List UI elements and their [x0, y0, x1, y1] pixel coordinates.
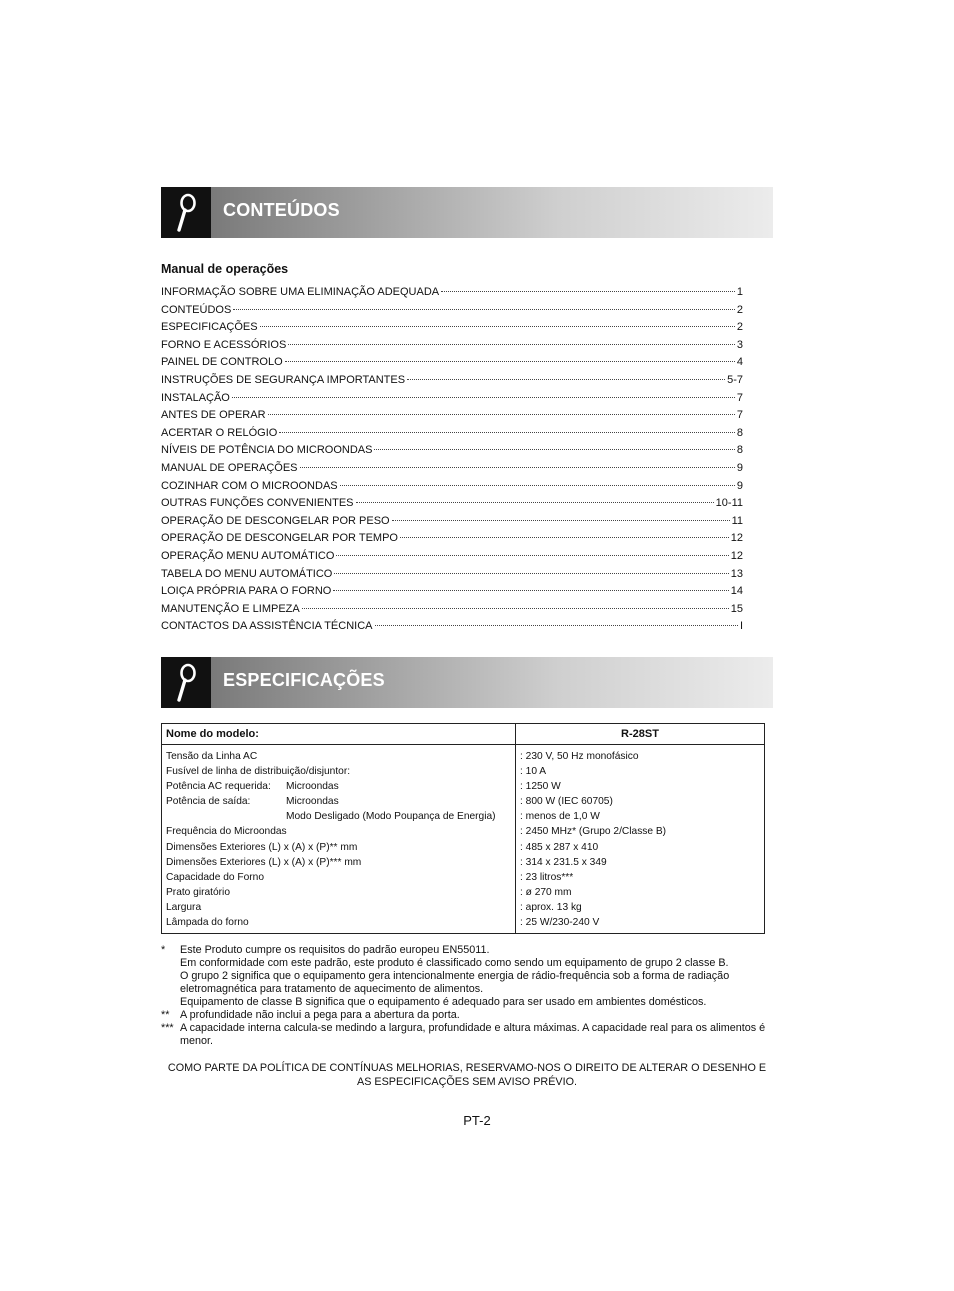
- toc-item-page: 9: [736, 461, 743, 474]
- spec-label: Prato giratório: [166, 886, 230, 898]
- spec-value: : 1250 W: [520, 781, 561, 793]
- toc-item: [161, 392, 743, 410]
- toc-item-label: OPERAÇÃO DE DESCONGELAR POR PESO: [161, 514, 390, 527]
- toc-item-page: 2: [736, 303, 743, 316]
- spec-label-row: [166, 900, 511, 915]
- spec-label-row: [166, 885, 511, 900]
- specifications-section-banner: [161, 657, 773, 708]
- footnote-text: [180, 1009, 773, 1022]
- toc-item-page: 9: [736, 479, 743, 492]
- spec-label-row: [166, 824, 511, 839]
- toc-item-label: TABELA DO MENU AUTOMÁTICO: [161, 567, 333, 580]
- toc-item: [161, 286, 743, 304]
- toc-item-page: 1: [736, 286, 743, 298]
- table-of-contents: [161, 286, 743, 638]
- spec-value: : 230 V, 50 Hz monofásico: [520, 751, 639, 762]
- footnote: [161, 1009, 773, 1022]
- toc-item: [161, 515, 743, 533]
- spec-label: Fusível de linha de distribuição/disjuntor:: [166, 766, 351, 778]
- toc-item-page: 7: [736, 409, 743, 422]
- toc-item: [161, 497, 743, 515]
- footnote-line: Em conformidade com este padrão, este produto é classificado como sendo um equipamento de grupo 2 classe B.: [180, 957, 729, 969]
- toc-leader-dots: [375, 625, 738, 626]
- spec-value: : aprox. 13 kg: [520, 901, 582, 913]
- footnote: [161, 1022, 773, 1048]
- toc-item: [161, 409, 743, 427]
- spec-label-row: [166, 915, 511, 930]
- toc-item: [161, 568, 743, 586]
- toc-item-label: INSTALAÇÃO: [161, 391, 230, 404]
- spec-label-row: [166, 840, 511, 855]
- toc-item: [161, 356, 743, 374]
- spec-labels-column: [162, 745, 516, 934]
- banner-icon-box: [161, 657, 211, 708]
- toc-item-label: OPERAÇÃO DE DESCONGELAR POR TEMPO: [161, 532, 398, 545]
- spec-label: Lâmpada do forno: [166, 917, 249, 929]
- toc-item-label: OPERAÇÃO MENU AUTOMÁTICO: [161, 549, 335, 562]
- spec-label-row: [166, 809, 511, 824]
- footnote: [161, 944, 773, 1009]
- toc-item: [161, 620, 743, 638]
- spec-sublabel: Microondas: [286, 781, 339, 793]
- spec-label-row: [166, 749, 511, 764]
- spec-label-row: [166, 855, 511, 870]
- toc-item-page: 3: [736, 338, 743, 351]
- toc-item-label: NÍVEIS DE POTÊNCIA DO MICROONDAS: [161, 444, 373, 457]
- toc-item: [161, 304, 743, 322]
- toc-item-page: 5-7: [727, 373, 743, 386]
- toc-item-page: 4: [736, 356, 743, 369]
- toc-item: [161, 427, 743, 445]
- toc-item: [161, 603, 743, 621]
- toc-item: [161, 339, 743, 357]
- spec-value: : 2450 MHz* (Grupo 2/Classe B): [520, 826, 667, 838]
- toc-item: [161, 462, 743, 480]
- toc-item: [161, 550, 743, 568]
- spec-value: : 25 W/230-240 V: [520, 917, 600, 929]
- spec-body-row: [162, 745, 765, 934]
- toc-leader-dots: [356, 502, 714, 503]
- toc-item: [161, 374, 743, 392]
- toc-item-label: CONTACTOS DA ASSISTÊNCIA TÉCNICA: [161, 620, 373, 633]
- footnote-marker: **: [161, 1009, 170, 1021]
- footnotes: [161, 944, 773, 1048]
- toc-leader-dots: [333, 590, 728, 591]
- toc-item-page: 12: [730, 549, 743, 562]
- spec-label-row: [166, 764, 511, 779]
- toc-leader-dots: [288, 344, 735, 345]
- toc-leader-dots: [268, 414, 735, 415]
- toc-item-page: 7: [736, 391, 743, 404]
- toc-item-label: OUTRAS FUNÇÕES CONVENIENTES: [161, 497, 354, 510]
- model-name-value: R-28ST: [516, 724, 765, 745]
- toc-item-label: MANUTENÇÃO E LIMPEZA: [161, 602, 300, 615]
- spec-sublabel: Microondas: [286, 796, 339, 808]
- toc-item: [161, 585, 743, 603]
- toc-item: [161, 444, 743, 462]
- spec-label: Potência AC requerida:: [166, 781, 271, 793]
- toc-leader-dots: [407, 379, 725, 380]
- toc-item-label: INSTRUÇÕES DE SEGURANÇA IMPORTANTES: [161, 373, 406, 386]
- spec-label: Dimensões Exteriores (L) x (A) x (P)** mm: [166, 841, 358, 853]
- toc-item-label: PAINEL DE CONTROLO: [161, 356, 283, 369]
- contents-title: CONTEÚDOS: [223, 200, 340, 220]
- footnote-line: A capacidade interna calcula-se medindo a largura, profundidade e altura máximas. A capacidade real para os alimentos é menor.: [180, 1022, 766, 1047]
- toc-leader-dots: [300, 467, 735, 468]
- spec-sublabel: Modo Desligado (Modo Poupança de Energia): [286, 811, 496, 823]
- toc-item-page: 2: [736, 321, 743, 334]
- toc-item-label: ANTES DE OPERAR: [161, 409, 266, 422]
- spec-label: Frequência do Microondas: [166, 826, 287, 838]
- banner-icon-box: [161, 187, 211, 238]
- toc-item-page: I: [739, 620, 743, 633]
- spec-label: Largura: [166, 901, 202, 913]
- toc-item: [161, 532, 743, 550]
- toc-item-label: FORNO E ACESSÓRIOS: [161, 338, 287, 351]
- spec-value: : ø 270 mm: [520, 886, 572, 898]
- toc-leader-dots: [400, 537, 729, 538]
- toc-leader-dots: [232, 397, 735, 398]
- toc-leader-dots: [392, 520, 730, 521]
- toc-item-page: 10-11: [715, 497, 743, 510]
- spec-values-column: [516, 745, 765, 934]
- page-number: PT-2: [463, 1113, 491, 1128]
- footnote-text: [180, 944, 773, 1009]
- model-name-label: Nome do modelo:: [162, 724, 516, 745]
- spec-label-row: [166, 779, 511, 794]
- toc-item: [161, 480, 743, 498]
- toc-leader-dots: [233, 309, 735, 310]
- spec-value: : 800 W (IEC 60705): [520, 796, 613, 808]
- toc-leader-dots: [374, 449, 734, 450]
- spec-label: Tensão da Linha AC: [166, 751, 258, 762]
- toc-item-page: 13: [730, 567, 743, 580]
- spec-value: : 314 x 231.5 x 349: [520, 856, 607, 868]
- toc-leader-dots: [340, 485, 735, 486]
- toc-item-label: LOIÇA PRÓPRIA PARA O FORNO: [161, 585, 332, 598]
- toc-leader-dots: [260, 326, 735, 327]
- footnote-line: A profundidade não inclui a pega para a abertura da porta.: [180, 1009, 460, 1021]
- toc-item-label: MANUAL DE OPERAÇÕES: [161, 461, 298, 474]
- magnifier-icon: [173, 663, 199, 703]
- spec-label: Dimensões Exteriores (L) x (A) x (P)*** mm: [166, 856, 362, 868]
- footnote-line: Equipamento de classe B significa que o equipamento é adequado para ser usado em ambientes domésticos.: [180, 996, 707, 1008]
- spec-value: : 485 x 287 x 410: [520, 841, 599, 853]
- specifications-table: [161, 723, 765, 934]
- toc-heading: Manual de operações: [161, 262, 289, 276]
- toc-item-page: 15: [730, 602, 743, 615]
- toc-item-page: 8: [736, 444, 743, 457]
- footnote-line: O grupo 2 significa que o equipamento gera intencionalmente energia de rádio-frequência sob a forma de radiação eletromagnética para tratamento de aquecimento de alimentos.: [180, 970, 730, 995]
- toc-item-label: ESPECIFICAÇÕES: [161, 321, 258, 334]
- spec-value: : menos de 1,0 W: [520, 811, 600, 823]
- spec-value: : 23 litros***: [520, 871, 574, 883]
- toc-leader-dots: [279, 432, 735, 433]
- footnote-marker: ***: [161, 1022, 174, 1034]
- toc-item-page: 12: [730, 532, 743, 545]
- toc-leader-dots: [285, 361, 735, 362]
- specifications-title: ESPECIFICAÇÕES: [223, 670, 385, 690]
- toc-item: [161, 321, 743, 339]
- magnifier-icon: [173, 193, 199, 233]
- toc-leader-dots: [441, 291, 735, 292]
- spec-label: Potência de saída:: [166, 796, 251, 808]
- disclaimer: COMO PARTE DA POLÍTICA DE CONTÍNUAS MELHORIAS, RESERVAMO-NOS O DIREITO DE ALTERAR O DESENHO E AS ESPECIFICAÇÕES SEM AVISO PRÉVIO.: [167, 1062, 767, 1088]
- spec-header-row: [162, 724, 765, 745]
- toc-leader-dots: [334, 573, 728, 574]
- toc-item-label: CONTEÚDOS: [161, 303, 232, 316]
- footnote-marker: *: [161, 944, 166, 956]
- toc-item-label: ACERTAR O RELÓGIO: [161, 426, 278, 439]
- toc-item-page: 8: [736, 426, 743, 439]
- toc-item-page: 11: [731, 514, 743, 527]
- footnote-text: [180, 1022, 773, 1048]
- toc-item-page: 14: [730, 585, 743, 598]
- toc-item-label: INFORMAÇÃO SOBRE UMA ELIMINAÇÃO ADEQUADA: [161, 286, 440, 298]
- footnote-line: Este Produto cumpre os requisitos do padrão europeu EN55011.: [180, 944, 490, 956]
- toc-item-label: COZINHAR COM O MICROONDAS: [161, 479, 338, 492]
- spec-value: : 10 A: [520, 766, 547, 778]
- spec-label-row: [166, 870, 511, 885]
- toc-leader-dots: [336, 555, 728, 556]
- toc-leader-dots: [302, 608, 729, 609]
- spec-label: Capacidade do Forno: [166, 871, 264, 883]
- spec-label-row: [166, 794, 511, 809]
- contents-section-banner: [161, 187, 773, 238]
